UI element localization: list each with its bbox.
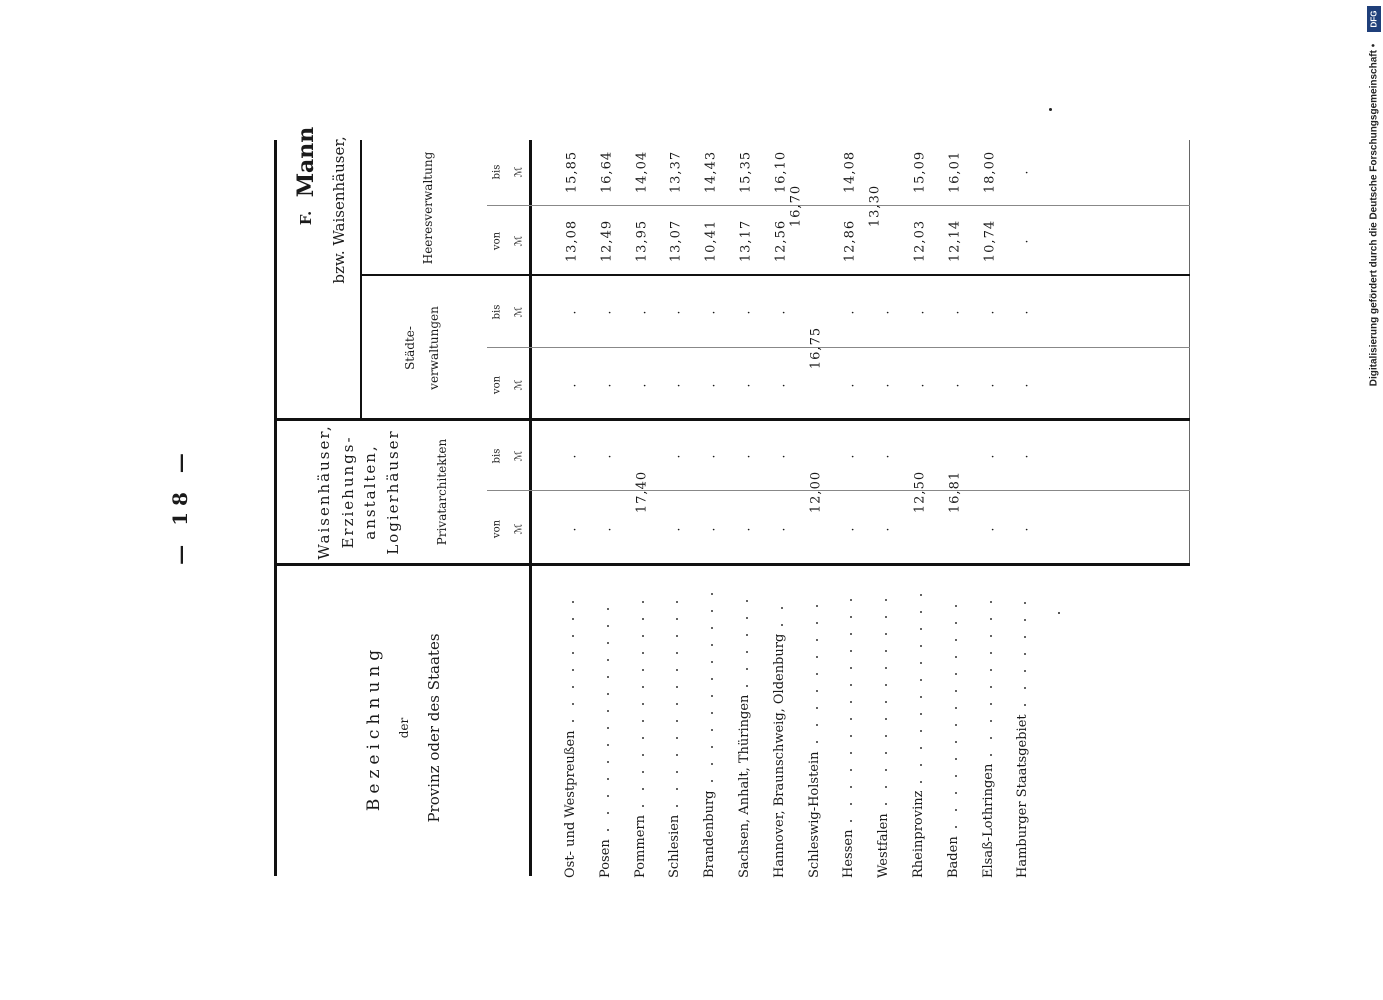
leader-dot xyxy=(955,826,957,828)
leader-dot xyxy=(642,635,644,637)
cell-priv-bis: . xyxy=(982,453,998,459)
row-label: Brandenburg xyxy=(702,790,718,878)
leader-dot xyxy=(642,720,644,722)
cell-priv-bis: . xyxy=(703,453,719,459)
leader-dot xyxy=(572,618,574,620)
leader-dot xyxy=(642,669,644,671)
leader-dot xyxy=(885,650,887,652)
leader-dot xyxy=(676,788,678,790)
leader-dot xyxy=(885,633,887,635)
cell-stadt-von: . xyxy=(773,382,789,388)
row-label: Hamburger Staatsgebiet xyxy=(1015,714,1031,878)
cell-heer-bis: 14,08 xyxy=(842,150,858,194)
leader-dot xyxy=(850,616,852,618)
leader-dot xyxy=(920,781,922,783)
section-f-title-rule xyxy=(360,140,362,420)
cell-stadt-bis: . xyxy=(738,309,754,315)
cell-priv-bis: . xyxy=(842,453,858,459)
cell-priv-von: . xyxy=(703,526,719,532)
row-label: Hessen xyxy=(841,829,857,878)
cell-heer-bis: 16,10 xyxy=(773,150,789,194)
cell-stadt-von: . xyxy=(842,382,858,388)
leader-dot xyxy=(955,792,957,794)
leader-dot xyxy=(607,744,609,746)
cell-priv-merged: 12,00 xyxy=(808,470,824,514)
leader-dot xyxy=(850,769,852,771)
leader-dot xyxy=(607,727,609,729)
stadt-header-line2: verwaltungen xyxy=(427,306,441,390)
cell-heer-bis: 16,64 xyxy=(599,150,615,194)
leader-dot xyxy=(850,718,852,720)
stub-divider xyxy=(276,563,1190,566)
leader-dot xyxy=(955,809,957,811)
cell-stadt-bis: . xyxy=(599,309,615,315)
cell-stadt-bis: . xyxy=(982,309,998,315)
cell-priv-von: . xyxy=(842,526,858,532)
leader-dot xyxy=(990,652,992,654)
cell-stadt-von: . xyxy=(912,382,928,388)
leader-dot xyxy=(955,605,957,607)
leader-dot xyxy=(920,679,922,681)
leader-dot xyxy=(1024,602,1026,604)
leader-dot xyxy=(676,720,678,722)
leader-dot xyxy=(990,635,992,637)
leader-dot xyxy=(1024,653,1026,655)
cell-priv-von: . xyxy=(982,526,998,532)
cell-heer-merged: 16,70 xyxy=(788,184,804,228)
leader-dot xyxy=(746,651,748,653)
stadt-bis: bis xyxy=(491,304,503,320)
stadt-header-line1: Städte- xyxy=(403,326,417,370)
row-label: Sachsen, Anhalt, Thüringen xyxy=(737,694,752,878)
leader-dot xyxy=(711,780,713,782)
cell-heer-bis: 15,09 xyxy=(912,150,928,194)
cell-stadt-bis: . xyxy=(877,309,893,315)
leader-dot xyxy=(850,786,852,788)
leader-dot xyxy=(955,673,957,675)
leader-dot xyxy=(920,730,922,732)
leader-dot xyxy=(572,720,574,722)
leader-dot xyxy=(885,616,887,618)
cell-stadt-von: . xyxy=(634,382,650,388)
leader-dot xyxy=(607,693,609,695)
section-e-subheader: Privatarchitekten xyxy=(435,438,449,546)
leader-dot xyxy=(816,741,818,743)
cell-heer-merged: 13,30 xyxy=(867,184,883,228)
row-label: Westfalen xyxy=(876,813,892,878)
leader-dot xyxy=(850,667,852,669)
leader-dot xyxy=(850,820,852,822)
leader-dot xyxy=(781,607,783,609)
cell-heer-von: 12,56 xyxy=(773,219,789,263)
leader-dot xyxy=(920,696,922,698)
leader-dot xyxy=(711,644,713,646)
scan-speck xyxy=(1058,612,1060,614)
leader-dot xyxy=(607,812,609,814)
row-label: Schleswig-Holstein xyxy=(806,751,822,878)
scan-speck xyxy=(1049,108,1052,111)
leader-dot xyxy=(990,737,992,739)
section-e-unit-von: ℳ xyxy=(513,523,525,535)
leader-dot xyxy=(816,690,818,692)
row-label: Ost- und Westpreußen xyxy=(563,730,578,878)
header-body-rule xyxy=(529,140,532,876)
cell-priv-bis: . xyxy=(668,453,684,459)
cell-heer-von: . xyxy=(1016,238,1032,244)
cell-stadt-von: . xyxy=(947,382,963,388)
cell-priv-von: . xyxy=(877,526,893,532)
heer-bis: bis xyxy=(491,164,503,180)
leader-dot xyxy=(920,628,922,630)
cell-priv-bis: . xyxy=(599,453,615,459)
leader-dot xyxy=(711,729,713,731)
leader-dot xyxy=(850,803,852,805)
leader-dot xyxy=(781,624,783,626)
leader-dot xyxy=(607,642,609,644)
cell-heer-bis: . xyxy=(1016,169,1032,175)
leader-dot xyxy=(746,634,748,636)
dfg-logo xyxy=(1367,6,1381,32)
cell-stadt-bis: . xyxy=(634,309,650,315)
section-divider xyxy=(276,418,1190,421)
leader-dot xyxy=(885,684,887,686)
leader-dot xyxy=(885,701,887,703)
table-top-rule xyxy=(274,140,277,876)
cell-stadt-von: . xyxy=(877,382,893,388)
leader-dot xyxy=(955,656,957,658)
leader-dot xyxy=(607,778,609,780)
section-f-title-main: Mann xyxy=(293,126,319,198)
leader-dot xyxy=(607,608,609,610)
leader-dot xyxy=(711,712,713,714)
cell-stadt-von: . xyxy=(668,382,684,388)
leader-dot xyxy=(816,639,818,641)
leader-dot xyxy=(711,678,713,680)
section-e-title4: Logierhäuser xyxy=(384,429,402,555)
leader-dot xyxy=(676,703,678,705)
cell-heer-von: 12,86 xyxy=(842,219,858,263)
section-f-title-sub: bzw. Waisenhäuser, xyxy=(330,136,348,284)
leader-dot xyxy=(990,754,992,756)
leader-dot xyxy=(746,617,748,619)
cell-stadt-bis: . xyxy=(564,309,580,315)
cell-priv-von: . xyxy=(1016,526,1032,532)
cell-priv-von: . xyxy=(599,526,615,532)
leader-dot xyxy=(1024,636,1026,638)
leader-dot xyxy=(607,659,609,661)
digitization-notice: Digitalisierung gefördert durch die Deutsche Forschungsgemeinschaft • xyxy=(1368,43,1380,387)
leader-dot xyxy=(920,662,922,664)
leader-dot xyxy=(642,771,644,773)
leader-dot xyxy=(607,829,609,831)
cell-stadt-von: . xyxy=(564,382,580,388)
leader-dot xyxy=(955,741,957,743)
cell-heer-bis: 15,35 xyxy=(738,150,754,194)
vonbis-rule-stadt xyxy=(487,347,1190,348)
stadt-unit-von: ℳ xyxy=(513,379,525,391)
cell-heer-von: 12,14 xyxy=(947,219,963,263)
leader-dot xyxy=(711,610,713,612)
cell-stadt-bis: . xyxy=(703,309,719,315)
leader-dot xyxy=(850,752,852,754)
leader-dot xyxy=(850,701,852,703)
leader-dot xyxy=(607,710,609,712)
leader-dot xyxy=(920,764,922,766)
cell-stadt-von: . xyxy=(1016,382,1032,388)
section-e-von: von xyxy=(491,519,503,539)
cell-stadt-bis: . xyxy=(1016,309,1032,315)
leader-dot xyxy=(990,618,992,620)
cell-priv-von: . xyxy=(668,526,684,532)
cell-heer-von: 12,03 xyxy=(912,219,928,263)
cell-heer-von: 13,08 xyxy=(564,219,580,263)
cell-priv-bis: . xyxy=(877,453,893,459)
leader-dot xyxy=(607,625,609,627)
leader-dot xyxy=(885,803,887,805)
cell-stadt-bis: . xyxy=(773,309,789,315)
cell-priv-bis: . xyxy=(564,453,580,459)
cell-stadt-von: . xyxy=(599,382,615,388)
cell-heer-bis: 15,85 xyxy=(564,150,580,194)
leader-dot xyxy=(920,645,922,647)
cell-stadt-bis: . xyxy=(947,309,963,315)
cell-priv-merged: 12,50 xyxy=(912,470,928,514)
cell-heer-bis: 18,00 xyxy=(982,150,998,194)
cell-heer-von: 12,49 xyxy=(599,219,615,263)
leader-dot xyxy=(990,703,992,705)
vonbis-rule-heer xyxy=(487,205,1190,206)
leader-dot xyxy=(711,763,713,765)
section-e-bis: bis xyxy=(491,448,503,464)
cell-priv-von: . xyxy=(738,526,754,532)
stadt-unit-bis: ℳ xyxy=(513,306,525,318)
cell-heer-bis: 14,43 xyxy=(703,150,719,194)
leader-dot xyxy=(642,737,644,739)
leader-dot xyxy=(816,673,818,675)
leader-dot xyxy=(711,746,713,748)
cell-stadt-bis: . xyxy=(842,309,858,315)
table-bottom-rule xyxy=(1189,140,1190,565)
leader-dot xyxy=(885,599,887,601)
leader-dot xyxy=(816,656,818,658)
cell-stadt-von: . xyxy=(738,382,754,388)
section-e-unit-bis: ℳ xyxy=(513,450,525,462)
leader-dot xyxy=(850,633,852,635)
leader-dot xyxy=(572,686,574,688)
leader-dot xyxy=(990,669,992,671)
leader-dot xyxy=(711,695,713,697)
leader-dot xyxy=(642,703,644,705)
row-label: Rheinprovinz xyxy=(911,790,926,878)
heer-unit-bis: ℳ xyxy=(513,166,525,178)
leader-dot xyxy=(711,593,713,595)
leader-dot xyxy=(920,713,922,715)
leader-dot xyxy=(676,754,678,756)
cell-heer-von: 10,41 xyxy=(703,219,719,263)
leader-dot xyxy=(572,652,574,654)
leader-dot xyxy=(642,805,644,807)
cell-stadt-von: . xyxy=(703,382,719,388)
leader-dot xyxy=(676,805,678,807)
leader-dot xyxy=(1024,704,1026,706)
leader-dot xyxy=(607,795,609,797)
heer-header: Heeresverwaltung xyxy=(421,151,435,265)
row-label: Posen xyxy=(597,839,613,878)
leader-dot xyxy=(642,788,644,790)
leader-dot xyxy=(885,769,887,771)
leader-dot xyxy=(920,747,922,749)
leader-dot xyxy=(642,754,644,756)
leader-dot xyxy=(955,622,957,624)
cell-priv-bis: . xyxy=(773,453,789,459)
leader-dot xyxy=(676,652,678,654)
leader-dot xyxy=(607,676,609,678)
cell-heer-bis: 14,04 xyxy=(634,150,650,194)
leader-dot xyxy=(955,707,957,709)
leader-dot xyxy=(676,618,678,620)
row-label: Schlesien xyxy=(667,814,683,878)
leader-dot xyxy=(885,667,887,669)
cell-priv-von: . xyxy=(564,526,580,532)
dfg-logo-text: DFG xyxy=(1369,10,1379,28)
leader-dot xyxy=(850,650,852,652)
cell-stadt-bis: . xyxy=(912,309,928,315)
leader-dot xyxy=(885,752,887,754)
leader-dot xyxy=(676,601,678,603)
leader-dot xyxy=(676,686,678,688)
leader-dot xyxy=(746,685,748,687)
leader-dot xyxy=(642,601,644,603)
leader-dot xyxy=(746,600,748,602)
leader-dot xyxy=(642,686,644,688)
leader-dot xyxy=(955,639,957,641)
cell-priv-merged: 16,81 xyxy=(947,470,963,514)
leader-dot xyxy=(746,668,748,670)
row-label: Elsaß-Lothringen xyxy=(980,763,996,878)
heer-von: von xyxy=(491,231,503,251)
cell-priv-merged: 17,40 xyxy=(634,470,650,514)
leader-dot xyxy=(642,618,644,620)
leader-dot xyxy=(816,622,818,624)
leader-dot xyxy=(955,724,957,726)
leader-dot xyxy=(676,737,678,739)
leader-dot xyxy=(676,669,678,671)
leader-dot xyxy=(955,758,957,760)
sub-divider xyxy=(360,274,1190,276)
cell-stadt-merged: 16,75 xyxy=(808,326,824,370)
leader-dot xyxy=(850,735,852,737)
row-label: Baden xyxy=(945,836,961,878)
row-label: Pommern xyxy=(632,815,648,878)
heer-unit-von: ℳ xyxy=(513,235,525,247)
leader-dot xyxy=(572,635,574,637)
cell-priv-bis: . xyxy=(738,453,754,459)
leader-dot xyxy=(1024,670,1026,672)
leader-dot xyxy=(607,761,609,763)
leader-dot xyxy=(990,686,992,688)
leader-dot xyxy=(1024,687,1026,689)
page-number: — 18 — xyxy=(168,447,192,565)
section-e-title3: anstalten, xyxy=(361,444,379,540)
cell-stadt-bis: . xyxy=(668,309,684,315)
cell-heer-von: 13,95 xyxy=(634,219,650,263)
section-e-title1: Waisenhäuser, xyxy=(315,424,333,560)
vonbis-rule-e xyxy=(487,490,1190,491)
stub-header-line1: Bezeichnung xyxy=(364,644,384,812)
leader-dot xyxy=(885,718,887,720)
cell-priv-von: . xyxy=(773,526,789,532)
cell-heer-von: 13,07 xyxy=(668,219,684,263)
leader-dot xyxy=(711,627,713,629)
cell-heer-von: 13,17 xyxy=(738,219,754,263)
leader-dot xyxy=(642,652,644,654)
leader-dot xyxy=(920,611,922,613)
stadt-von: von xyxy=(491,375,503,395)
leader-dot xyxy=(711,661,713,663)
leader-dot xyxy=(676,635,678,637)
leader-dot xyxy=(850,599,852,601)
leader-dot xyxy=(572,601,574,603)
leader-dot xyxy=(920,594,922,596)
leader-dot xyxy=(955,690,957,692)
leader-dot xyxy=(850,684,852,686)
leader-dot xyxy=(990,720,992,722)
section-e-title2: Erziehungs- xyxy=(339,435,357,549)
leader-dot xyxy=(955,775,957,777)
leader-dot xyxy=(676,771,678,773)
stub-header-line3: Provinz oder des Staates xyxy=(425,633,443,823)
leader-dot xyxy=(572,703,574,705)
row-label: Hannover, Braunschweig, Oldenburg xyxy=(771,633,787,878)
leader-dot xyxy=(816,605,818,607)
cell-heer-bis: 13,37 xyxy=(668,150,684,194)
leader-dot xyxy=(990,601,992,603)
section-f-title-prefix: F. xyxy=(297,210,315,226)
cell-heer-von: 10,74 xyxy=(982,219,998,263)
cell-heer-bis: 16,01 xyxy=(947,150,963,194)
leader-dot xyxy=(885,735,887,737)
stub-header-line2: der xyxy=(397,717,411,739)
leader-dot xyxy=(816,724,818,726)
cell-stadt-von: . xyxy=(982,382,998,388)
leader-dot xyxy=(885,786,887,788)
leader-dot xyxy=(1024,619,1026,621)
leader-dot xyxy=(816,707,818,709)
cell-priv-bis: . xyxy=(1016,453,1032,459)
leader-dot xyxy=(572,669,574,671)
